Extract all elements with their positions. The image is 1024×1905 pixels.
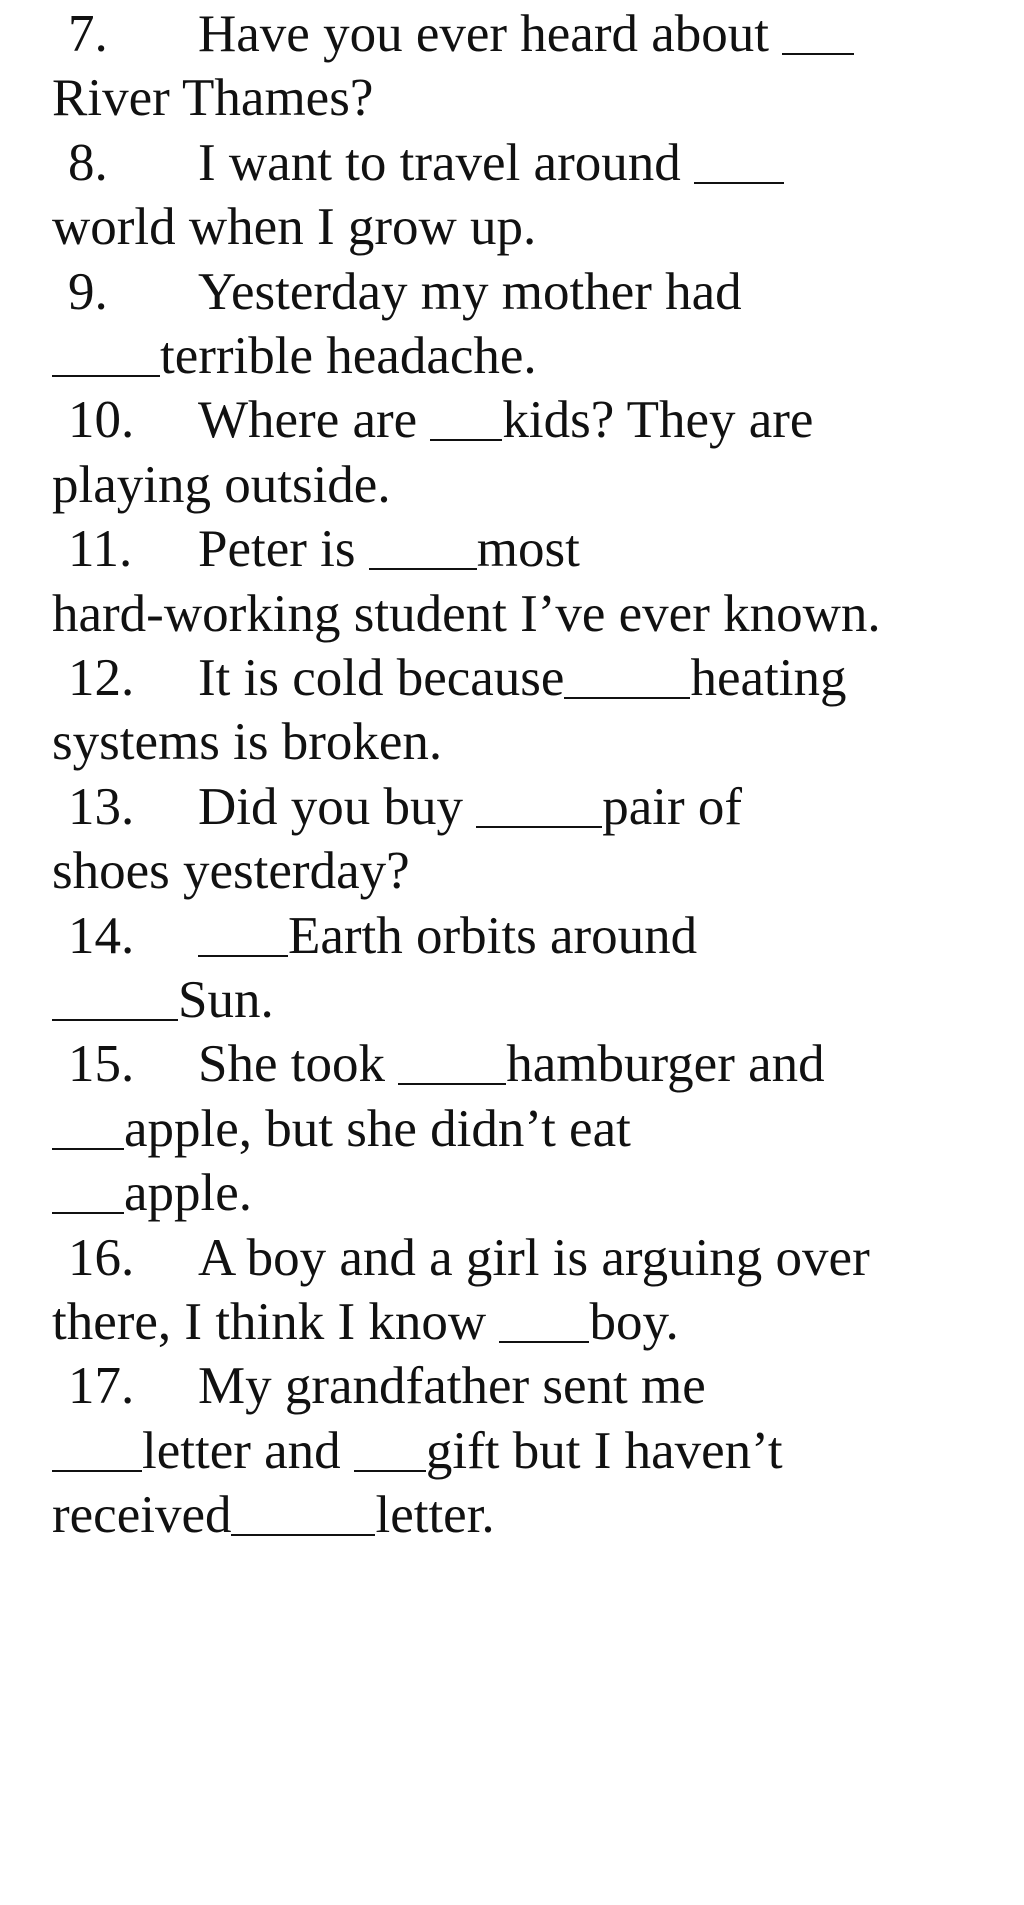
- question-number: 11.: [68, 520, 133, 579]
- answer-blank[interactable]: [52, 1018, 178, 1021]
- text-segment: Peter is: [198, 520, 369, 579]
- question-number: 12.: [68, 649, 135, 707]
- question-text: [52, 68, 373, 128]
- question-number: 15.: [68, 1035, 135, 1094]
- question-text: [198, 4, 854, 64]
- text-segment: Sun.: [178, 971, 274, 1029]
- answer-blank[interactable]: [52, 1211, 124, 1214]
- text-segment: letter.: [375, 1486, 495, 1545]
- text-segment: apple, but she didn’t eat: [124, 1099, 631, 1158]
- question-text: [52, 455, 391, 515]
- text-segment: terrible headache.: [160, 327, 537, 385]
- question-text: [52, 1099, 631, 1159]
- text-segment: playing outside.: [52, 455, 391, 514]
- text-segment: letter and: [142, 1421, 354, 1480]
- question-text: [52, 712, 442, 772]
- text-segment: shoes yesterday?: [52, 842, 410, 901]
- text-segment: It is cold because: [198, 649, 565, 707]
- question-text: [198, 519, 580, 579]
- question-number: 14.: [68, 906, 135, 965]
- question-number: 17.: [68, 1357, 135, 1416]
- answer-blank[interactable]: [198, 954, 288, 957]
- text-segment: boy.: [589, 1293, 679, 1351]
- question-text: [198, 777, 742, 837]
- question-text: [198, 906, 697, 966]
- text-segment: Have you ever heard about: [198, 5, 783, 63]
- question-text: [198, 390, 813, 450]
- question-text: [52, 841, 410, 901]
- answer-blank[interactable]: [398, 1082, 506, 1085]
- question-text: [198, 133, 784, 193]
- question-text: [52, 1421, 783, 1481]
- question-text: [198, 1228, 870, 1288]
- text-segment: heating: [690, 649, 847, 707]
- question-number: 7.: [68, 5, 108, 63]
- answer-blank[interactable]: [564, 696, 690, 699]
- text-segment: She took: [198, 1035, 399, 1094]
- text-segment: hard-working student I’ve ever known.: [52, 584, 881, 643]
- answer-blank[interactable]: [782, 52, 854, 55]
- text-segment: received: [52, 1486, 232, 1545]
- text-segment: apple.: [124, 1164, 253, 1223]
- text-segment: most: [476, 520, 580, 579]
- text-segment: Where are: [198, 391, 431, 450]
- text-segment: A boy and a girl is arguing over: [198, 1228, 870, 1287]
- answer-blank[interactable]: [354, 1469, 426, 1472]
- question-text: [198, 262, 742, 322]
- question-text: [198, 648, 846, 708]
- answer-blank[interactable]: [52, 374, 160, 377]
- answer-blank[interactable]: [694, 181, 784, 184]
- question-number: 8.: [68, 133, 108, 192]
- text-segment: there, I think I know: [52, 1293, 500, 1351]
- text-segment: Did you buy: [198, 777, 477, 836]
- text-segment: Earth orbits around: [288, 906, 698, 965]
- text-segment: I want to travel around: [198, 133, 694, 192]
- answer-blank[interactable]: [369, 567, 477, 570]
- text-segment: kids? They are: [502, 391, 814, 450]
- question-number: 16.: [68, 1228, 135, 1287]
- text-segment: systems is broken.: [52, 713, 443, 772]
- question-text: [52, 970, 274, 1030]
- question-text: [52, 1485, 495, 1545]
- question-text: [52, 584, 881, 644]
- question-number: 9.: [68, 262, 108, 321]
- question-number: 13.: [68, 777, 135, 836]
- text-segment: gift but I haven’t: [425, 1421, 783, 1480]
- question-number: 10.: [68, 391, 135, 450]
- answer-blank[interactable]: [52, 1469, 142, 1472]
- question-text: [52, 1163, 252, 1223]
- question-text: [52, 197, 536, 257]
- text-segment: River Thames?: [52, 69, 374, 128]
- answer-blank[interactable]: [476, 825, 602, 828]
- question-text: [52, 326, 537, 386]
- question-text: [52, 1292, 679, 1352]
- text-segment: pair of: [602, 777, 743, 836]
- question-text: [198, 1034, 825, 1094]
- question-text: [198, 1356, 706, 1416]
- text-segment: Yesterday my mother had: [198, 262, 742, 321]
- text-segment: hamburger and: [506, 1035, 825, 1094]
- text-segment: My grandfather sent me: [198, 1357, 706, 1416]
- answer-blank[interactable]: [430, 438, 502, 441]
- answer-blank[interactable]: [231, 1533, 375, 1536]
- text-segment: world when I grow up.: [52, 198, 537, 257]
- answer-blank[interactable]: [52, 1147, 124, 1150]
- answer-blank[interactable]: [499, 1340, 589, 1343]
